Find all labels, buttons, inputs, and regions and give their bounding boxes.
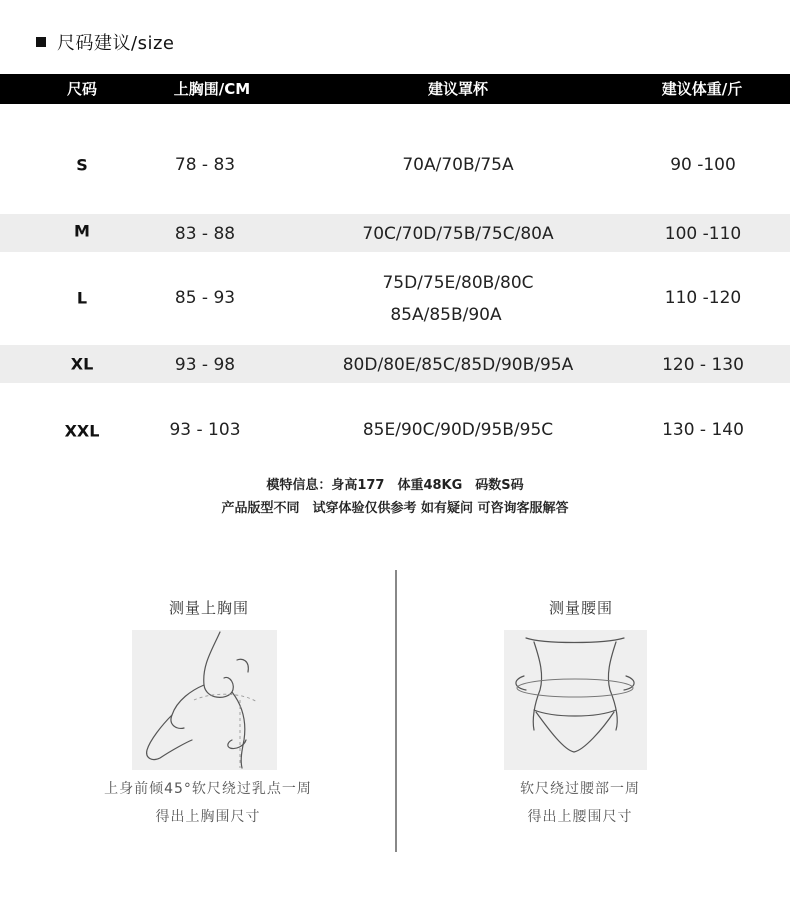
- disclaimer: 产品版型不同 试穿体验仅供参考 如有疑问 可咨询客服解答: [221, 501, 569, 516]
- header-chest: 上胸围/CM: [173, 80, 251, 98]
- table-row: [0, 214, 790, 252]
- cup-cell: 70C/70D/75B/75C/80A: [362, 224, 554, 244]
- table-row: [0, 410, 790, 450]
- bust-figure-icon: [132, 630, 277, 770]
- cup-cell: 85E/90C/90D/95B/95C: [362, 420, 554, 440]
- model-info: 模特信息：身高177 体重48KG 码数S码: [266, 478, 524, 493]
- size-cell: XL: [70, 354, 94, 374]
- cup-cell: 80D/80E/85C/85D/90B/95A: [342, 355, 574, 375]
- measure-waist-desc-line1: 软尺绕过腰部一周: [520, 781, 640, 797]
- waist-measure-illustration: [504, 630, 647, 770]
- cup-cell: 70A/70B/75A: [402, 155, 514, 175]
- weight-cell: 130 - 140: [662, 420, 744, 440]
- size-table-header: [0, 74, 790, 104]
- section-title: [36, 28, 174, 56]
- table-row: [0, 130, 790, 200]
- measure-waist-title: 测量腰围: [548, 599, 614, 617]
- measure-bust-desc-line1: 上身前倾45°软尺绕过乳点一周: [104, 781, 312, 797]
- square-bullet-icon: [36, 37, 46, 47]
- waist-figure-icon: [504, 630, 647, 770]
- measure-waist-desc: [520, 775, 640, 831]
- header-cup: 建议罩杯: [427, 80, 489, 98]
- bust-measure-illustration: [132, 630, 277, 770]
- weight-cell: 110 -120: [664, 288, 742, 308]
- cup-cell-line1: 75D/75E/80B/80C: [382, 273, 534, 293]
- chest-cell: 93 - 98: [174, 355, 236, 375]
- table-row: [0, 345, 790, 383]
- header-weight: 建议体重/斤: [661, 80, 743, 98]
- cup-cell-line2: 85A/85B/90A: [390, 305, 502, 325]
- table-row: [0, 260, 790, 340]
- measure-waist-desc-line2: 得出上腰围尺寸: [527, 809, 633, 825]
- chest-cell: 85 - 93: [174, 288, 236, 308]
- measure-bust-desc-line2: 得出上胸围尺寸: [155, 809, 261, 825]
- chest-cell: 78 - 83: [174, 155, 236, 175]
- size-cell: M: [74, 221, 90, 241]
- section-title-text: 尺码建议/size: [57, 33, 175, 54]
- size-cell: XXL: [64, 421, 100, 441]
- weight-cell: 90 -100: [670, 155, 736, 175]
- weight-cell: 100 -110: [664, 224, 742, 244]
- size-cell: L: [76, 288, 88, 308]
- chest-cell: 83 - 88: [174, 224, 236, 244]
- weight-cell: 120 - 130: [662, 355, 744, 375]
- measure-bust-title: 测量上胸围: [168, 599, 250, 617]
- header-size: 尺码: [66, 80, 98, 98]
- chest-cell: 93 - 103: [169, 420, 241, 440]
- measure-bust-desc: [104, 775, 312, 831]
- size-cell: S: [76, 155, 88, 175]
- section-divider: [395, 570, 397, 852]
